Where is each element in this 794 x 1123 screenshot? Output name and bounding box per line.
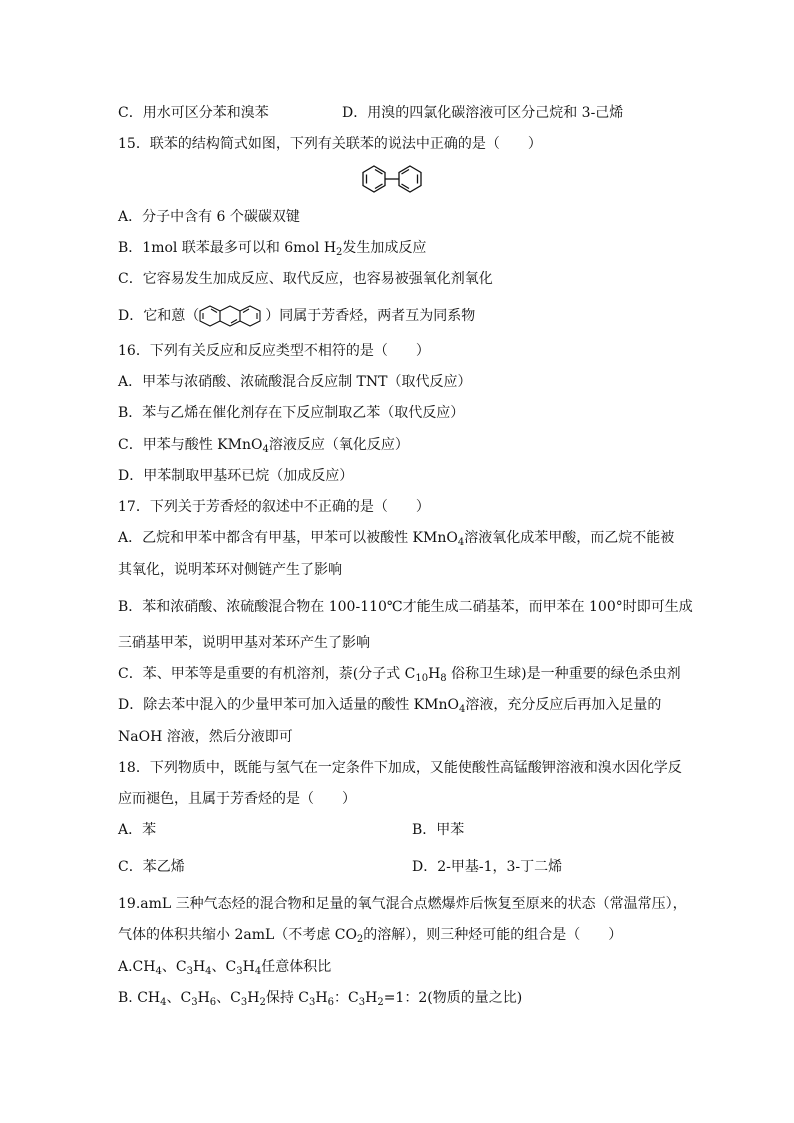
q18-option-b: B．甲苯 xyxy=(412,822,465,838)
q18-stem-line2: 应而褪色，且属于芳香烃的是（ ） xyxy=(118,791,356,807)
q16-option-c: C．甲苯与酸性 KMnO$_4$溶液反应（氧化反应） xyxy=(118,437,409,455)
q16-option-b: B．苯与乙烯在催化剂存在下反应制取乙苯（取代反应） xyxy=(118,405,465,421)
q16-stem: 16．下列有关反应和反应类型不相符的是（ ） xyxy=(118,343,430,359)
q14-option-c: C．用水可区分苯和溴苯 xyxy=(118,105,269,121)
q15-option-d: D．它和蒽（ ）同属于芳香烃，两者互为同系物 xyxy=(118,305,475,327)
q18-stem-line1: 18．下列物质中，既能与氢气在一定条件下加成，又能使酸性高锰酸钾溶液和溴水因化学反 xyxy=(118,760,682,776)
q17-stem: 17．下列关于芳香烃的叙述中不正确的是（ ） xyxy=(118,499,430,515)
q15-option-a: A．分子中含有 6 个碳碳双键 xyxy=(118,209,300,225)
q15-option-c: C．它容易发生加成反应、取代反应，也容易被强氧化剂氧化 xyxy=(118,271,493,287)
biphenyl-structure xyxy=(362,163,434,195)
q17-option-d-line1: D．除去苯中混入的少量甲苯可加入适量的酸性 KMnO$_4$溶液，充分反应后再加入足量的 xyxy=(118,697,662,715)
q17-option-c: C．苯、甲苯等是重要的有机溶剂，萘(分子式 $C_{10}H_8$ 俗称卫生球)是一种重要的绿色杀虫剂 xyxy=(118,666,681,684)
q18-option-a: A．苯 xyxy=(118,822,157,838)
q15-option-b: B．1mol 联苯最多可以和 6mol $H_2$发生加成反应 xyxy=(118,240,427,258)
q17-option-b-line2: 三硝基甲苯，说明甲基对苯环产生了影响 xyxy=(118,635,370,651)
q16-option-a: A．甲苯与浓硝酸、浓硫酸混合反应制 TNT（取代反应） xyxy=(118,374,472,390)
anthracene-structure xyxy=(199,305,265,327)
q19-stem-line1: 19.amL 三种气态烃的混合物和足量的氧气混合点燃爆炸后恢复至原来的状态（常温常压）， xyxy=(118,896,687,912)
q18-option-c: C．苯乙烯 xyxy=(118,859,185,875)
q14-option-d: D．用溴的四氯化碳溶液可区分己烷和 3-己烯 xyxy=(342,105,624,121)
q17-option-d-line2: NaOH 溶液，然后分液即可 xyxy=(118,729,293,745)
q19-option-a: $A.CH_4$、$C_3H_4$、$C_3H_4$任意体积比 xyxy=(118,959,332,977)
q17-option-b-line1: B．苯和浓硝酸、浓硫酸混合物在 100-110℃才能生成二硝基苯，而甲苯在 100°时即可生成 xyxy=(118,599,693,615)
q15-stem: 15．联苯的结构简式如图，下列有关联苯的说法中正确的是（ ） xyxy=(118,136,542,152)
q17-option-a-line1: A．乙烷和甲苯中都含有甲基，甲苯可以被酸性 KMnO$_4$溶液氧化成苯甲酸，而乙烷不能被 xyxy=(118,530,675,548)
q17-option-a-line2: 其氧化，说明苯环对侧链产生了影响 xyxy=(118,562,342,578)
q19-stem-line2: 气体的体积共缩小 2amL（不考虑 $CO_2$的溶解），则三种烃可能的组合是（ ） xyxy=(118,927,623,945)
q19-option-b: B. $CH_4$、$C_3H_6$、$C_3H_2$保持 $C_3H_6$：$C_3H_2=1$：2(物质的量之比) xyxy=(118,990,523,1008)
q18-option-d: D．2-甲基-1，3-丁二烯 xyxy=(412,859,563,875)
q16-option-d: D．甲苯制取甲基环已烷（加成反应） xyxy=(118,468,354,484)
